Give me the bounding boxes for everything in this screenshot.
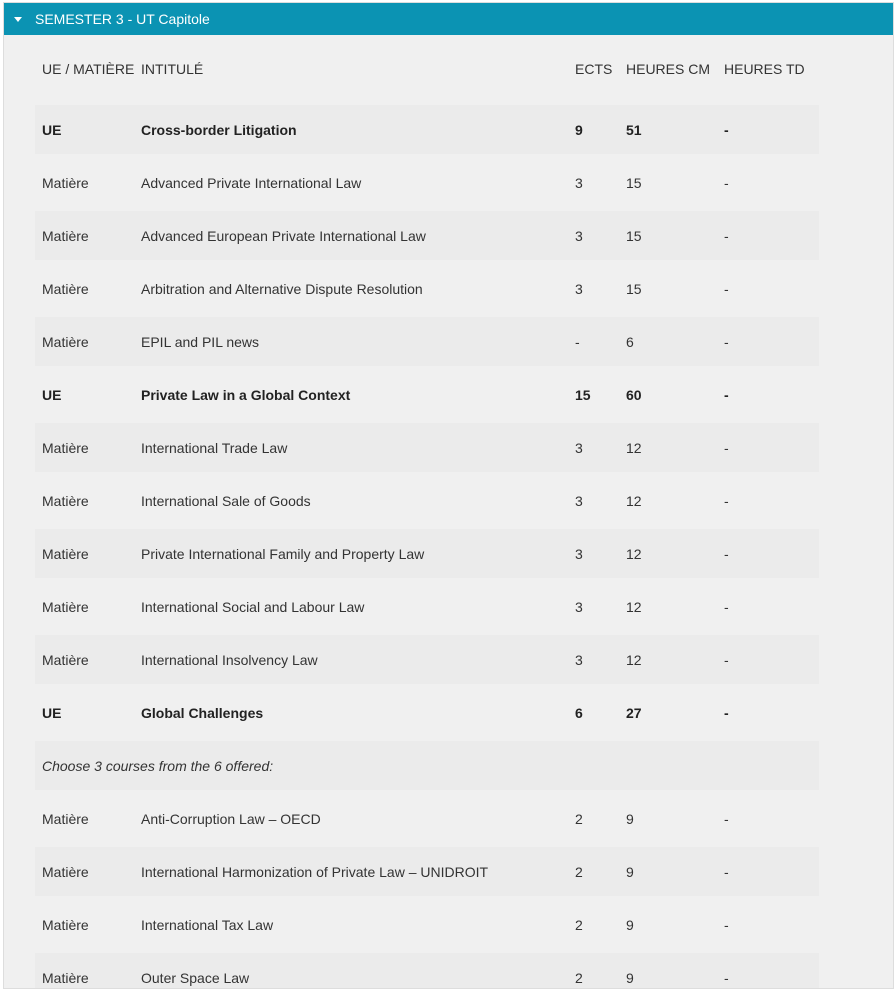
semester-toggle-header[interactable]	[4, 3, 893, 35]
table-row-matiere	[35, 317, 819, 366]
cell-ects: 3	[575, 492, 583, 509]
cell-type: UE	[42, 386, 62, 403]
cell-type: Matière	[42, 174, 89, 191]
cell-title: Private Law in a Global Context	[141, 386, 351, 403]
cell-type: UE	[42, 704, 62, 721]
cell-type: Matière	[42, 916, 89, 933]
header-td: HEURES TD	[724, 61, 805, 77]
header-cm: HEURES CM	[626, 61, 711, 77]
cell-title: International Sale of Goods	[141, 492, 311, 509]
caret-down-icon[interactable]	[14, 17, 22, 22]
table-row-matiere	[35, 635, 819, 684]
table-row-ue	[35, 105, 819, 154]
semester-title: SEMESTER 3 - UT Capitole	[35, 11, 210, 27]
cell-type: Matière	[42, 439, 89, 456]
cell-type: Matière	[42, 492, 89, 509]
cell-ects: 2	[575, 863, 583, 880]
cell-title: International Harmonization of Private Law – UNIDROIT	[141, 863, 489, 880]
cell-cm: 12	[626, 545, 642, 562]
cell-title: Advanced European Private International Law	[141, 227, 426, 244]
table-row-matiere	[35, 847, 819, 896]
cell-td: -	[724, 651, 729, 668]
cell-cm: 9	[626, 916, 634, 933]
cell-td: -	[724, 810, 729, 827]
cell-ects: 9	[575, 121, 583, 138]
cell-title: International Insolvency Law	[141, 651, 318, 668]
cell-td: -	[724, 916, 729, 933]
cell-title: Cross-border Litigation	[141, 121, 297, 138]
cell-ects: 15	[575, 386, 591, 403]
cell-td: -	[724, 863, 729, 880]
cell-cm: 15	[626, 280, 642, 297]
cell-title: International Tax Law	[141, 916, 274, 933]
cell-cm: 9	[626, 969, 634, 986]
cell-ects: 3	[575, 439, 583, 456]
cell-cm: 15	[626, 227, 642, 244]
cell-ects: 3	[575, 227, 583, 244]
cell-title: International Social and Labour Law	[141, 598, 365, 615]
cell-ects: 2	[575, 916, 583, 933]
header-type: UE / MATIÈRE	[42, 61, 135, 77]
header-ects: ECTS	[575, 61, 613, 77]
cell-cm: 60	[626, 386, 642, 403]
cell-title: EPIL and PIL news	[141, 333, 260, 350]
cell-cm: 51	[626, 121, 642, 138]
header-title: INTITULÉ	[141, 61, 204, 77]
table-row-matiere	[35, 953, 819, 989]
cell-type: UE	[42, 121, 62, 138]
cell-cm: 6	[626, 333, 634, 350]
table-row-matiere	[35, 900, 819, 949]
selection-note: Choose 3 courses from the 6 offered:	[42, 757, 274, 774]
cell-ects: 3	[575, 598, 583, 615]
cell-td: -	[724, 333, 729, 350]
table-row-matiere	[35, 158, 819, 207]
table-header-row	[35, 50, 819, 88]
cell-type: Matière	[42, 545, 89, 562]
cell-title: Outer Space Law	[141, 969, 250, 986]
cell-type: Matière	[42, 969, 89, 986]
cell-type: Matière	[42, 227, 89, 244]
table-row-matiere	[35, 423, 819, 472]
cell-td: -	[724, 121, 729, 138]
table-row-ue	[35, 688, 819, 737]
course-table	[35, 50, 819, 989]
cell-type: Matière	[42, 651, 89, 668]
table-row-ue	[35, 370, 819, 419]
table-body	[35, 105, 819, 989]
cell-td: -	[724, 598, 729, 615]
cell-type: Matière	[42, 810, 89, 827]
cell-cm: 27	[626, 704, 642, 721]
cell-cm: 15	[626, 174, 642, 191]
cell-ects: 3	[575, 651, 583, 668]
cell-title: Global Challenges	[141, 704, 264, 721]
table-note-row	[35, 741, 819, 790]
cell-td: -	[724, 492, 729, 509]
table-row-matiere	[35, 264, 819, 313]
table-row-matiere	[35, 582, 819, 631]
cell-title: Advanced Private International Law	[141, 174, 362, 191]
cell-ects: -	[575, 333, 580, 350]
cell-type: Matière	[42, 863, 89, 880]
cell-cm: 12	[626, 439, 642, 456]
cell-ects: 3	[575, 280, 583, 297]
cell-td: -	[724, 704, 729, 721]
cell-title: Private International Family and Property Law	[141, 545, 425, 562]
cell-title: Arbitration and Alternative Dispute Resolution	[141, 280, 423, 297]
semester-panel	[3, 2, 894, 989]
table-row-matiere	[35, 529, 819, 578]
cell-title: International Trade Law	[141, 439, 288, 456]
cell-td: -	[724, 386, 729, 403]
cell-ects: 2	[575, 810, 583, 827]
cell-cm: 9	[626, 810, 634, 827]
table-row-matiere	[35, 211, 819, 260]
cell-title: Anti-Corruption Law – OECD	[141, 810, 321, 827]
cell-td: -	[724, 545, 729, 562]
cell-cm: 9	[626, 863, 634, 880]
cell-type: Matière	[42, 333, 89, 350]
cell-ects: 3	[575, 545, 583, 562]
cell-type: Matière	[42, 598, 89, 615]
cell-cm: 12	[626, 598, 642, 615]
cell-td: -	[724, 969, 729, 986]
cell-type: Matière	[42, 280, 89, 297]
cell-cm: 12	[626, 492, 642, 509]
cell-cm: 12	[626, 651, 642, 668]
table-row-matiere	[35, 476, 819, 525]
cell-td: -	[724, 280, 729, 297]
cell-td: -	[724, 174, 729, 191]
cell-ects: 3	[575, 174, 583, 191]
cell-ects: 2	[575, 969, 583, 986]
cell-td: -	[724, 439, 729, 456]
cell-td: -	[724, 227, 729, 244]
cell-ects: 6	[575, 704, 583, 721]
table-row-matiere	[35, 794, 819, 843]
